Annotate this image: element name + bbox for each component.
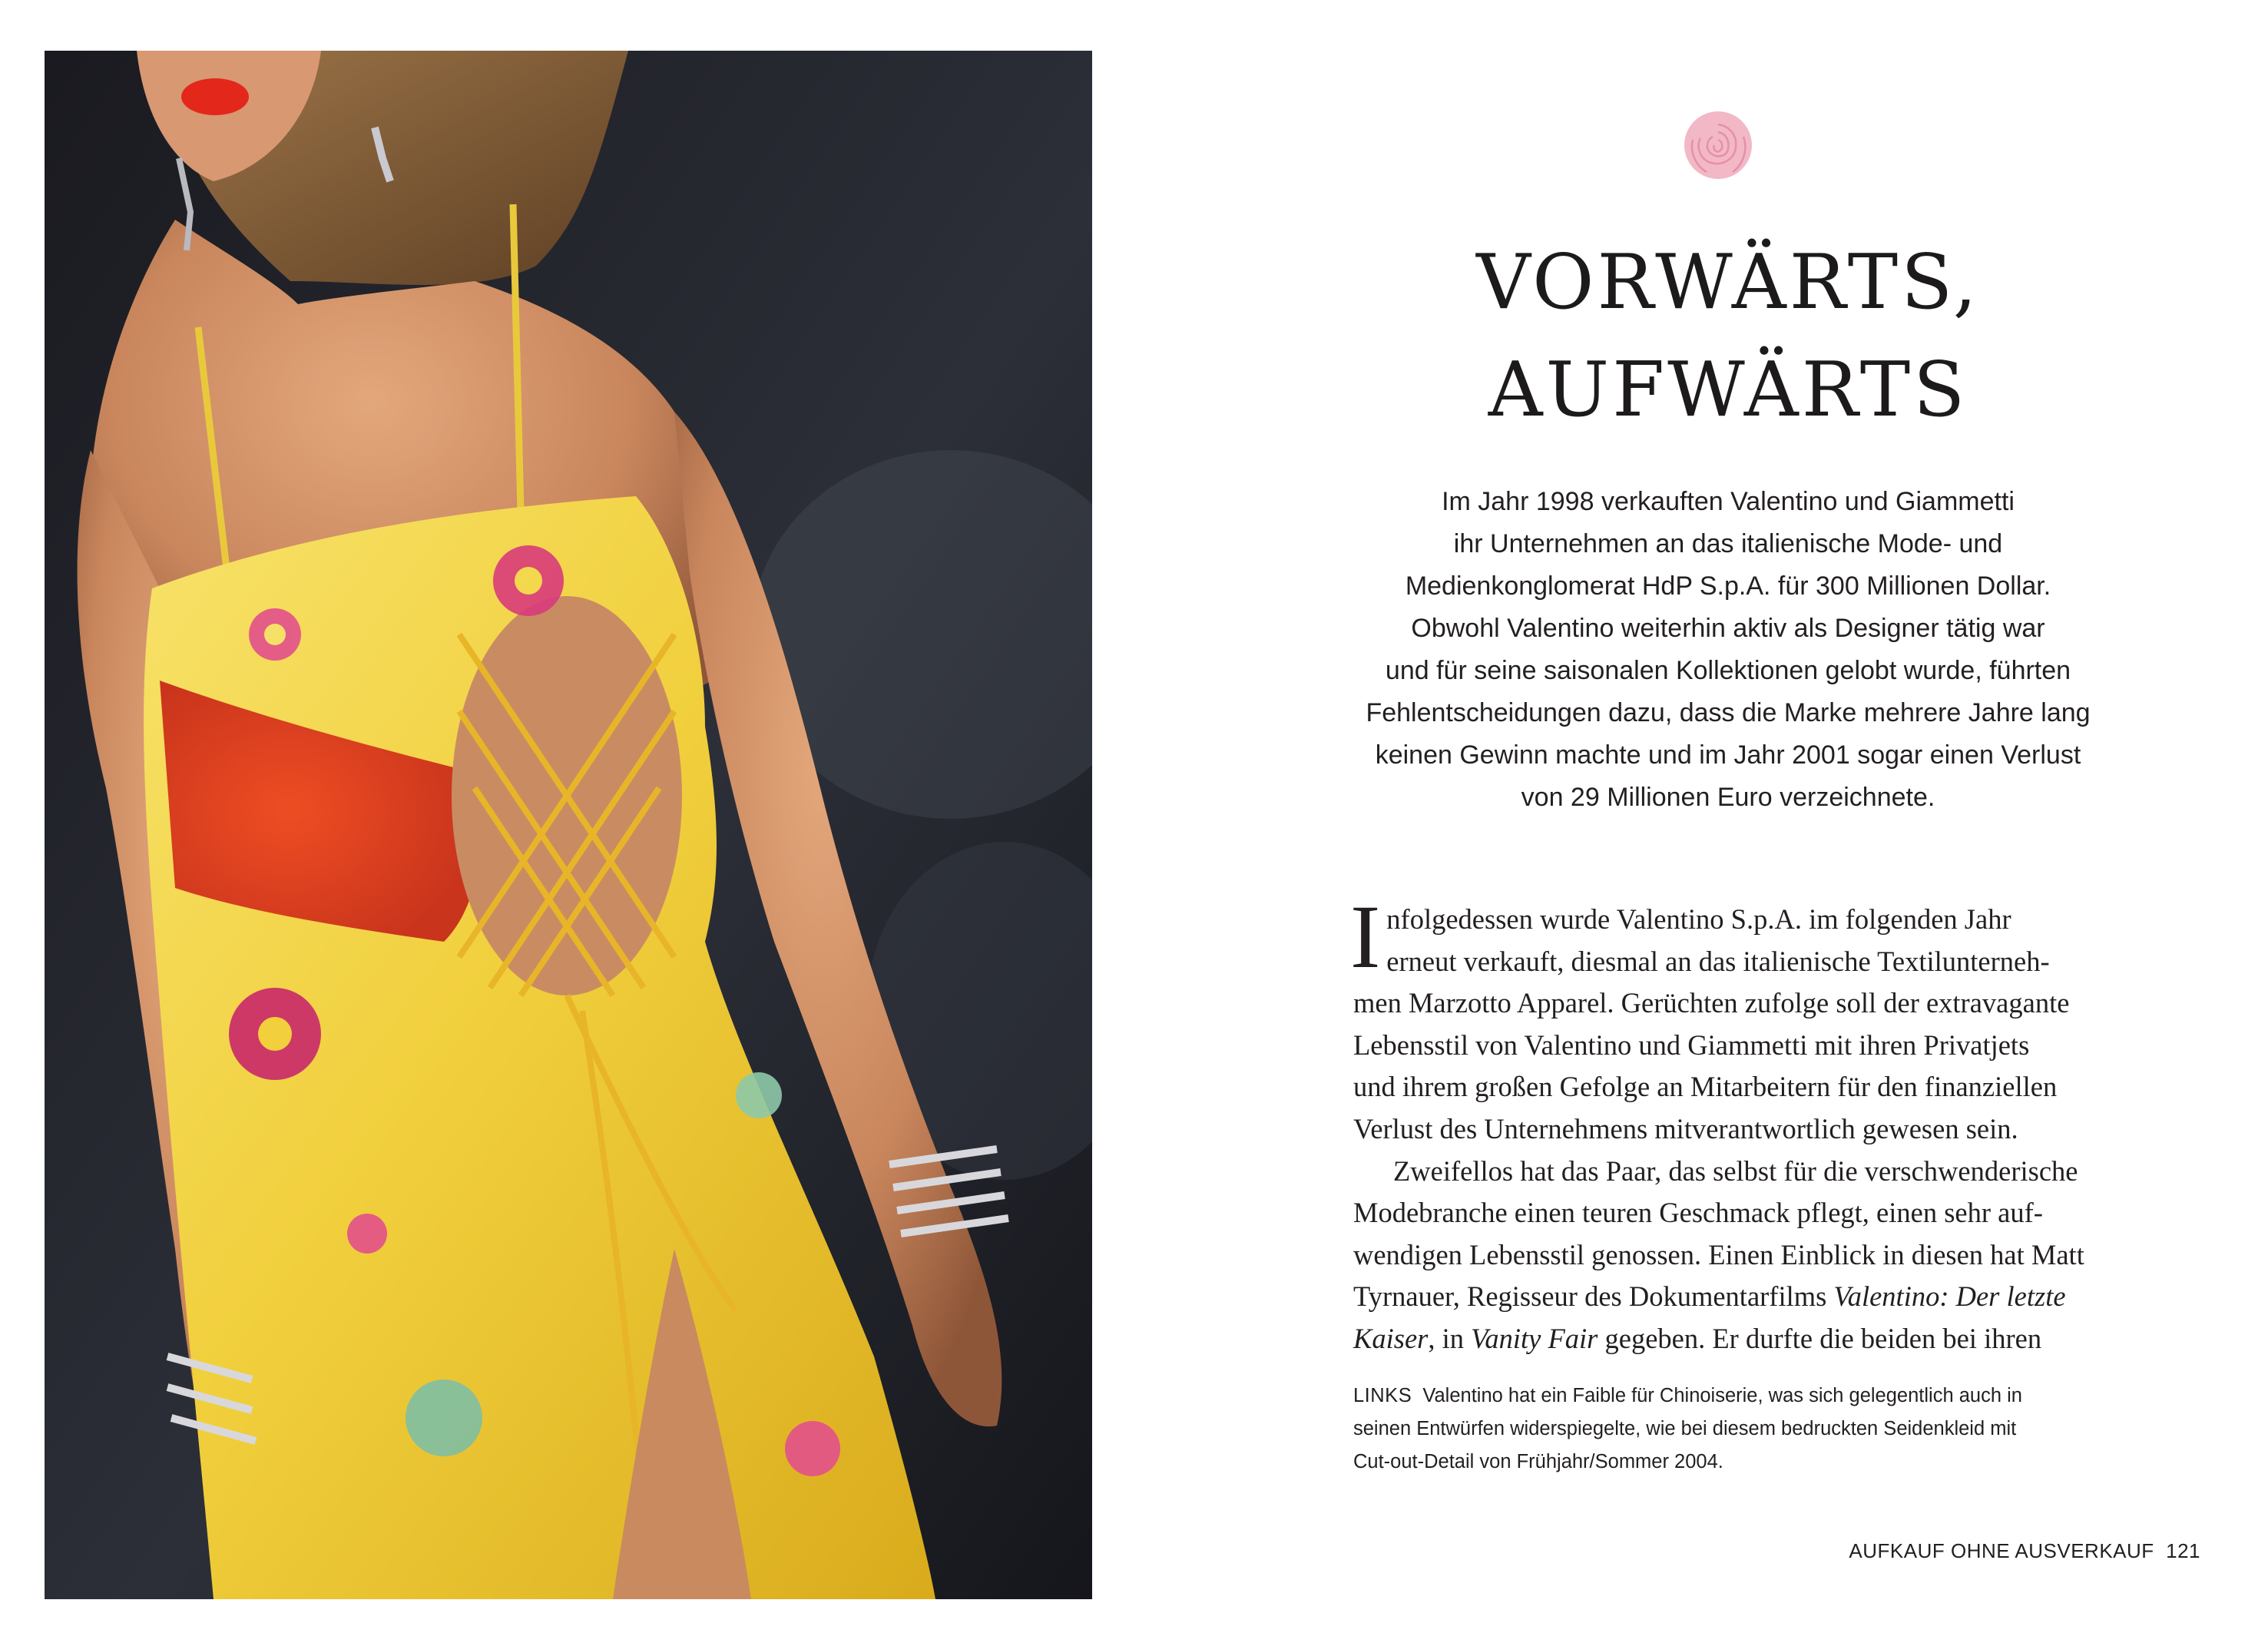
intro-line: keinen Gewinn machte und im Jahr 2001 sogar einen Verlust [1375, 740, 2081, 770]
body-text-run: , in [1428, 1322, 1472, 1354]
intro-line: ihr Unternehmen an das italienische Mode- und [1453, 529, 2003, 558]
body-line: nfolgedessen wurde Valentino S.p.A. im folgenden Jahr [1386, 903, 2011, 935]
body-line: Lebensstil von Valentino und Giammetti mit ihren Privatjets [1353, 1028, 2030, 1061]
running-footer [1849, 1539, 2200, 1563]
body-line: erneut verkauft, diesmal an das italienische Textilunterneh- [1386, 945, 2050, 977]
intro-line: Fehlentscheidungen dazu, dass die Marke mehrere Jahre lang [1366, 698, 2091, 727]
caption-line: seinen Entwürfen widerspiegelte, wie bei diesem bedruckten Seidenkleid mit [1353, 1418, 2017, 1439]
body-line [1353, 1276, 2106, 1318]
body-line [1353, 1318, 2106, 1360]
intro-line: Medienkonglomerat HdP S.p.A. für 300 Millionen Dollar. [1405, 571, 2051, 601]
film-title: Kaiser [1353, 1322, 1429, 1354]
page-title [1306, 229, 2150, 444]
rose-icon [1682, 109, 1754, 181]
intro-line: Im Jahr 1998 verkauften Valentino und Giammetti [1442, 487, 2015, 516]
body-text-run: Tyrnauer, Regisseur des Dokumentarfilms [1353, 1280, 1834, 1313]
caption-text: Valentino hat ein Faible für Chinoiserie, was sich gelegentlich auch in [1422, 1385, 2022, 1406]
caption-label: LINKS [1353, 1385, 1412, 1406]
body-line: wendigen Lebensstil genossen. Einen Einblick in diesen hat Matt [1353, 1238, 2084, 1270]
title-line-1: VORWÄRTS, [1476, 239, 1980, 326]
caption-line: Cut-out-Detail von Frühjahr/Sommer 2004. [1353, 1451, 1723, 1472]
caption-line [1353, 1380, 2121, 1413]
body-line: Verlust des Unternehmens mitverantwortlich gewesen sein. [1353, 1112, 2018, 1144]
runway-photo [45, 51, 1092, 1599]
section-title: AUFKAUF OHNE AUSVERKAUF [1849, 1539, 2154, 1562]
body-text-run: gegeben. Er durfte die beiden bei ihren [1598, 1322, 2042, 1354]
film-title: Valentino: Der letzte [1833, 1280, 2066, 1313]
body-line: men Marzotto Apparel. Gerüchten zufolge soll der extravagante [1353, 987, 2070, 1019]
magazine-title: Vanity Fair [1471, 1322, 1598, 1354]
photo-caption [1353, 1380, 2121, 1479]
body-text [1350, 886, 2106, 1360]
body-line: Modebranche einen teuren Geschmack pflegt, einen sehr auf- [1353, 1197, 2043, 1229]
intro-paragraph [1352, 481, 2104, 819]
drop-cap: I [1350, 886, 1381, 987]
title-line-2: AUFWÄRTS [1488, 346, 1968, 434]
body-line: und ihrem großen Gefolge an Mitarbeitern für den finanziellen [1353, 1071, 2058, 1103]
intro-line: von 29 Millionen Euro verzeichnete. [1521, 783, 1935, 812]
body-line: Zweifellos hat das Paar, das selbst für die verschwenderische [1393, 1154, 2078, 1187]
intro-line: Obwohl Valentino weiterhin aktiv als Designer tätig war [1411, 614, 2045, 643]
page-number: 121 [2166, 1539, 2200, 1562]
intro-line: und für seine saisonalen Kollektionen gelobt wurde, führten [1385, 656, 2071, 685]
